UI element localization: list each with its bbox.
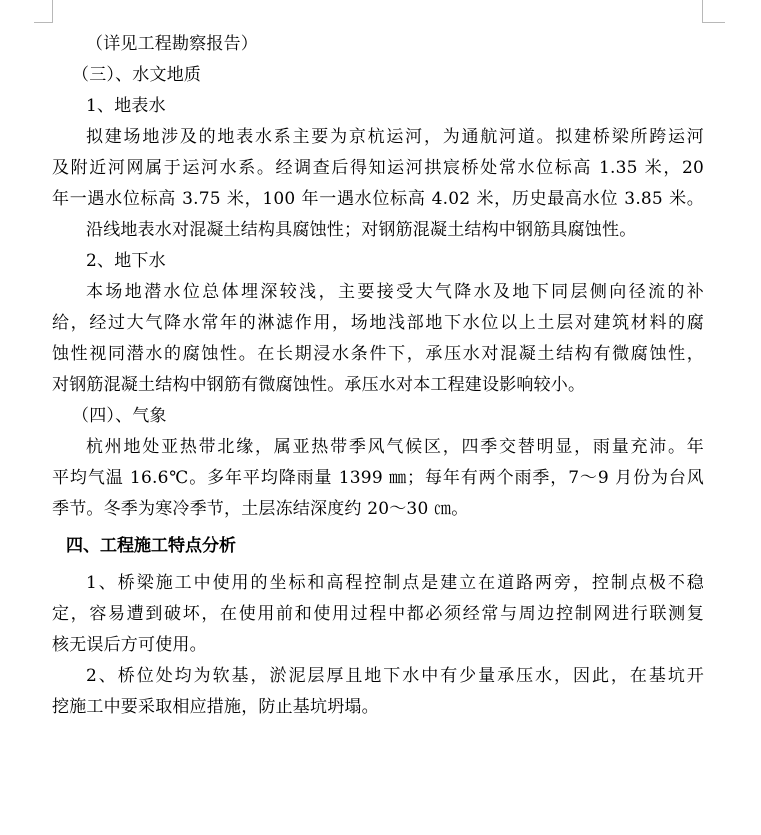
paragraph-line: 杭州地处亚热带北缘，属亚热带季风气候区，四季交替明显，雨量充沛。年 <box>86 437 704 457</box>
paragraph-line: 年一遇水位标高 3.75 米，100 年一遇水位标高 4.02 米，历史最高水位 3.85 米。 <box>52 189 704 209</box>
paragraph-line: 平均气温 16.6℃。多年平均降雨量 1399 ㎜；每年有两个雨季，7～9 月份为台风 <box>52 468 704 488</box>
paragraph-line: 核无误后方可使用。 <box>52 635 207 655</box>
paragraph-line: 及附近河网属于运河水系。经调查后得知运河拱宸桥处常水位标高 1.35 米，20 <box>52 158 704 178</box>
paragraph-line: 本场地潜水位总体埋深较浅，主要接受大气降水及地下同层侧向径流的补 <box>86 282 704 302</box>
heading-groundwater: 2、地下水 <box>86 251 166 271</box>
paragraph-line: 拟建场地涉及的地表水系主要为京杭运河，为通航河道。拟建桥梁所跨运河 <box>86 127 704 147</box>
paragraph-line: 1、桥梁施工中使用的坐标和高程控制点是建立在道路两旁，控制点极不稳 <box>86 573 704 593</box>
paragraph-line: 对钢筋混凝土结构中钢筋有微腐蚀性。承压水对本工程建设影响较小。 <box>52 375 586 395</box>
paragraph-line: 给，经过大气降水常年的淋滤作用，场地浅部地下水位以上土层对建筑材料的腐 <box>52 313 704 333</box>
paragraph-line: 定，容易遭到破坏，在使用前和使用过程中都必须经常与周边控制网进行联测复 <box>52 604 704 624</box>
paragraph-line: 沿线地表水对混凝土结构具腐蚀性；对钢筋混凝土结构中钢筋具腐蚀性。 <box>86 220 637 240</box>
paragraph-line: 挖施工中要采取相应措施，防止基坑坍塌。 <box>52 697 379 717</box>
paragraph-line: 蚀性视同潜水的腐蚀性。在长期浸水条件下，承压水对混凝土结构有微腐蚀性， <box>52 344 704 364</box>
paragraph-line: 季节。冬季为寒冷季节，土层冻结深度约 20～30 ㎝。 <box>52 499 469 519</box>
paragraph-line: 2、桥位处均为软基，淤泥层厚且地下水中有少量承压水，因此，在基坑开 <box>86 666 704 686</box>
document-body <box>52 29 704 723</box>
heading-weather: （四）、气象 <box>72 406 167 426</box>
heading-surface-water: 1、地表水 <box>86 96 166 116</box>
crop-mark-top-left <box>34 0 53 23</box>
heading-construction-features: 四、工程施工特点分析 <box>66 536 236 556</box>
crop-mark-top-right <box>702 0 725 23</box>
heading-hydrogeology: （三）、水文地质 <box>72 65 202 85</box>
reference-note: （详见工程勘察报告） <box>86 34 258 54</box>
